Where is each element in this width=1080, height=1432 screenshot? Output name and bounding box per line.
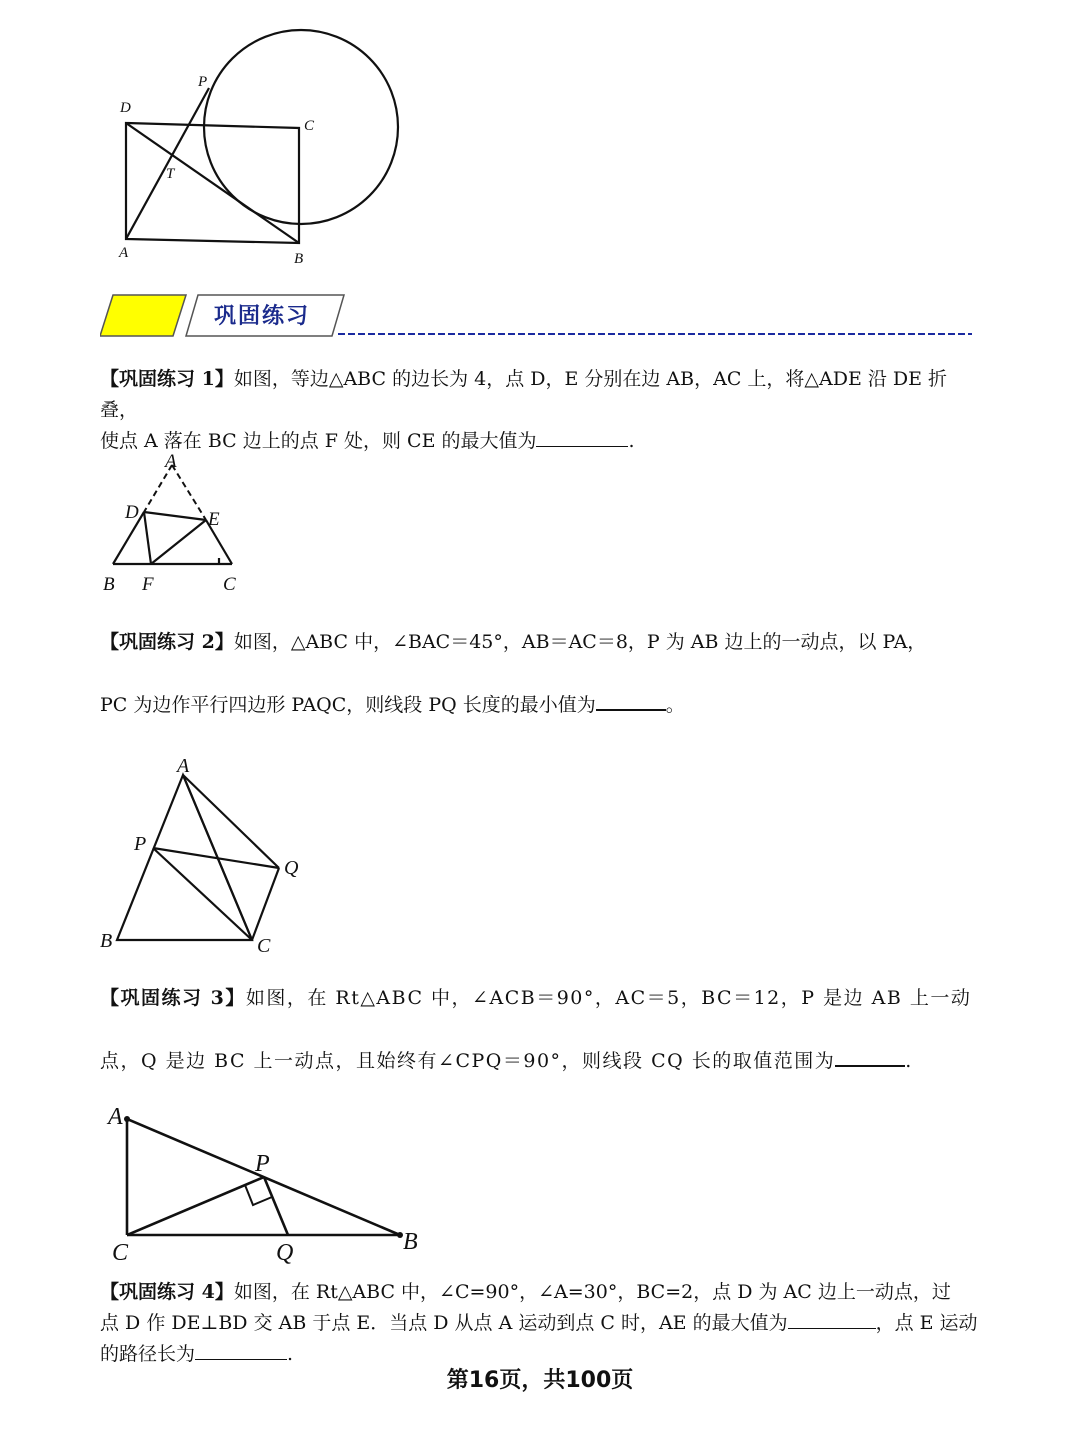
label-p: P <box>255 1151 270 1177</box>
exercise-4: 【巩固练习 4】如图，在 Rt△ABC 中，∠C=90°，∠A=30°，BC=2，点 D 为 AC 边上一动点，过 点 D 作 DE⊥BD 交 AB 于点 E．当点 D 从点 A 运动到点 C 时，AE 的最大值为 ，点 E 运动 的路径长为 . <box>100 1281 978 1365</box>
exercise-3-tag: 【巩固练习 3】 <box>100 987 246 1009</box>
exercise-2: 【巩固练习 2】如图，△ABC 中，∠BAC＝45°，AB＝AC＝8，P 为 AB 边上的一动点，以 PA， PC 为边作平行四边形 PAQC，则线段 PQ 长度的最小值为 。 <box>100 631 927 716</box>
exercise-2-line1: 如图，△ABC 中，∠BAC＝45°，AB＝AC＝8，P 为 AB 边上的一动点，以 PA， <box>233 631 927 653</box>
exercise-4-line2: 点 D 作 DE⊥BD 交 AB 于点 E．当点 D 从点 A 运动到点 C 时，AE 的最大值为 <box>100 1312 788 1334</box>
label-a: A <box>177 755 190 777</box>
answer-blank <box>835 1047 905 1067</box>
label-b: B <box>103 574 115 595</box>
exercise-4-line3: 的路径长为 <box>100 1343 196 1365</box>
segment-fe <box>151 520 206 564</box>
label-t: T <box>166 166 175 182</box>
exercise-4-line1: 如图，在 Rt△ABC 中，∠C=90°，∠A=30°，BC=2，点 D 为 AC 边上一动点，过 <box>233 1281 951 1303</box>
label-p: P <box>134 833 147 855</box>
answer-blank-1 <box>788 1310 876 1329</box>
section-title: 巩固练习 <box>214 304 311 329</box>
exercise-3-line2: 点，Q 是边 BC 上一动点，且始终有∠CPQ＝90°，则线段 CQ 长的取值范围为 <box>100 1050 836 1072</box>
page-number: 第16页，共100页 <box>446 1368 634 1393</box>
label-b: B <box>403 1229 418 1255</box>
dashed-ae <box>172 465 206 520</box>
label-a: A <box>108 1104 123 1130</box>
figure-parallelogram <box>95 750 315 960</box>
exercise-3-line1: 如图，在 Rt△ABC 中，∠ACB＝90°，AC＝5，BC＝12，P 是边 AB 上一动 <box>245 987 972 1009</box>
exercise-1-line2: 使点 A 落在 BC 边上的点 F 处，则 CE 的最大值为 <box>100 430 537 452</box>
label-q: Q <box>284 857 299 879</box>
segment-df <box>144 512 151 564</box>
exercise-3: 【巩固练习 3】如图，在 Rt△ABC 中，∠ACB＝90°，AC＝5，BC＝12，P 是边 AB 上一动 点，Q 是边 BC 上一动点，且始终有∠CPQ＝90°，则线段 CQ 长的取值范围为 . <box>100 987 972 1072</box>
label-c: C <box>112 1240 129 1266</box>
figure-rectangle-circle <box>100 20 420 270</box>
answer-blank <box>536 428 628 447</box>
label-f: F <box>142 574 154 595</box>
segment-cp <box>127 1177 264 1235</box>
answer-blank <box>596 691 666 711</box>
exercise-1: 【巩固练习 1】如图，等边△ABC 的边长为 4，点 D，E 分别在边 AB，AC 上，将△ADE 沿 DE 折叠， 使点 A 落在 BC 边上的点 F 处，则 CE 的最大值为 . <box>100 368 948 452</box>
figure-right-triangle <box>100 1095 430 1270</box>
point-a-dot <box>124 1116 130 1122</box>
diagonal-db <box>126 123 299 243</box>
dashed-ad <box>144 465 172 512</box>
label-e: E <box>208 509 220 530</box>
triangle-abc <box>117 775 252 940</box>
label-c: C <box>257 935 271 957</box>
line-ap <box>126 88 209 239</box>
exercise-4-tag: 【巩固练习 4】 <box>100 1281 234 1303</box>
label-b: B <box>294 251 304 267</box>
answer-blank-2 <box>195 1341 287 1360</box>
side-qc <box>252 868 279 940</box>
label-q: Q <box>276 1240 294 1266</box>
label-a: A <box>165 451 177 472</box>
fold-de <box>144 512 206 520</box>
label-p: P <box>198 74 208 90</box>
label-d: D <box>120 100 131 116</box>
label-b: B <box>100 930 113 952</box>
exercise-1-line1: 如图，等边△ABC 的边长为 4，点 D，E 分别在边 AB，AC 上，将△ADE 沿 DE 折叠， <box>100 368 948 421</box>
exercise-1-tag: 【巩固练习 1】 <box>100 368 234 390</box>
exercise-2-line2: PC 为边作平行四边形 PAQC，则线段 PQ 长度的最小值为 <box>100 694 596 716</box>
label-a: A <box>119 245 129 261</box>
label-c: C <box>223 574 236 595</box>
banner-yellow-block <box>100 295 186 336</box>
figure-fold-triangle <box>100 446 250 596</box>
label-c: C <box>304 118 315 134</box>
exercise-2-tag: 【巩固练习 2】 <box>100 631 234 653</box>
label-d: D <box>125 502 139 523</box>
